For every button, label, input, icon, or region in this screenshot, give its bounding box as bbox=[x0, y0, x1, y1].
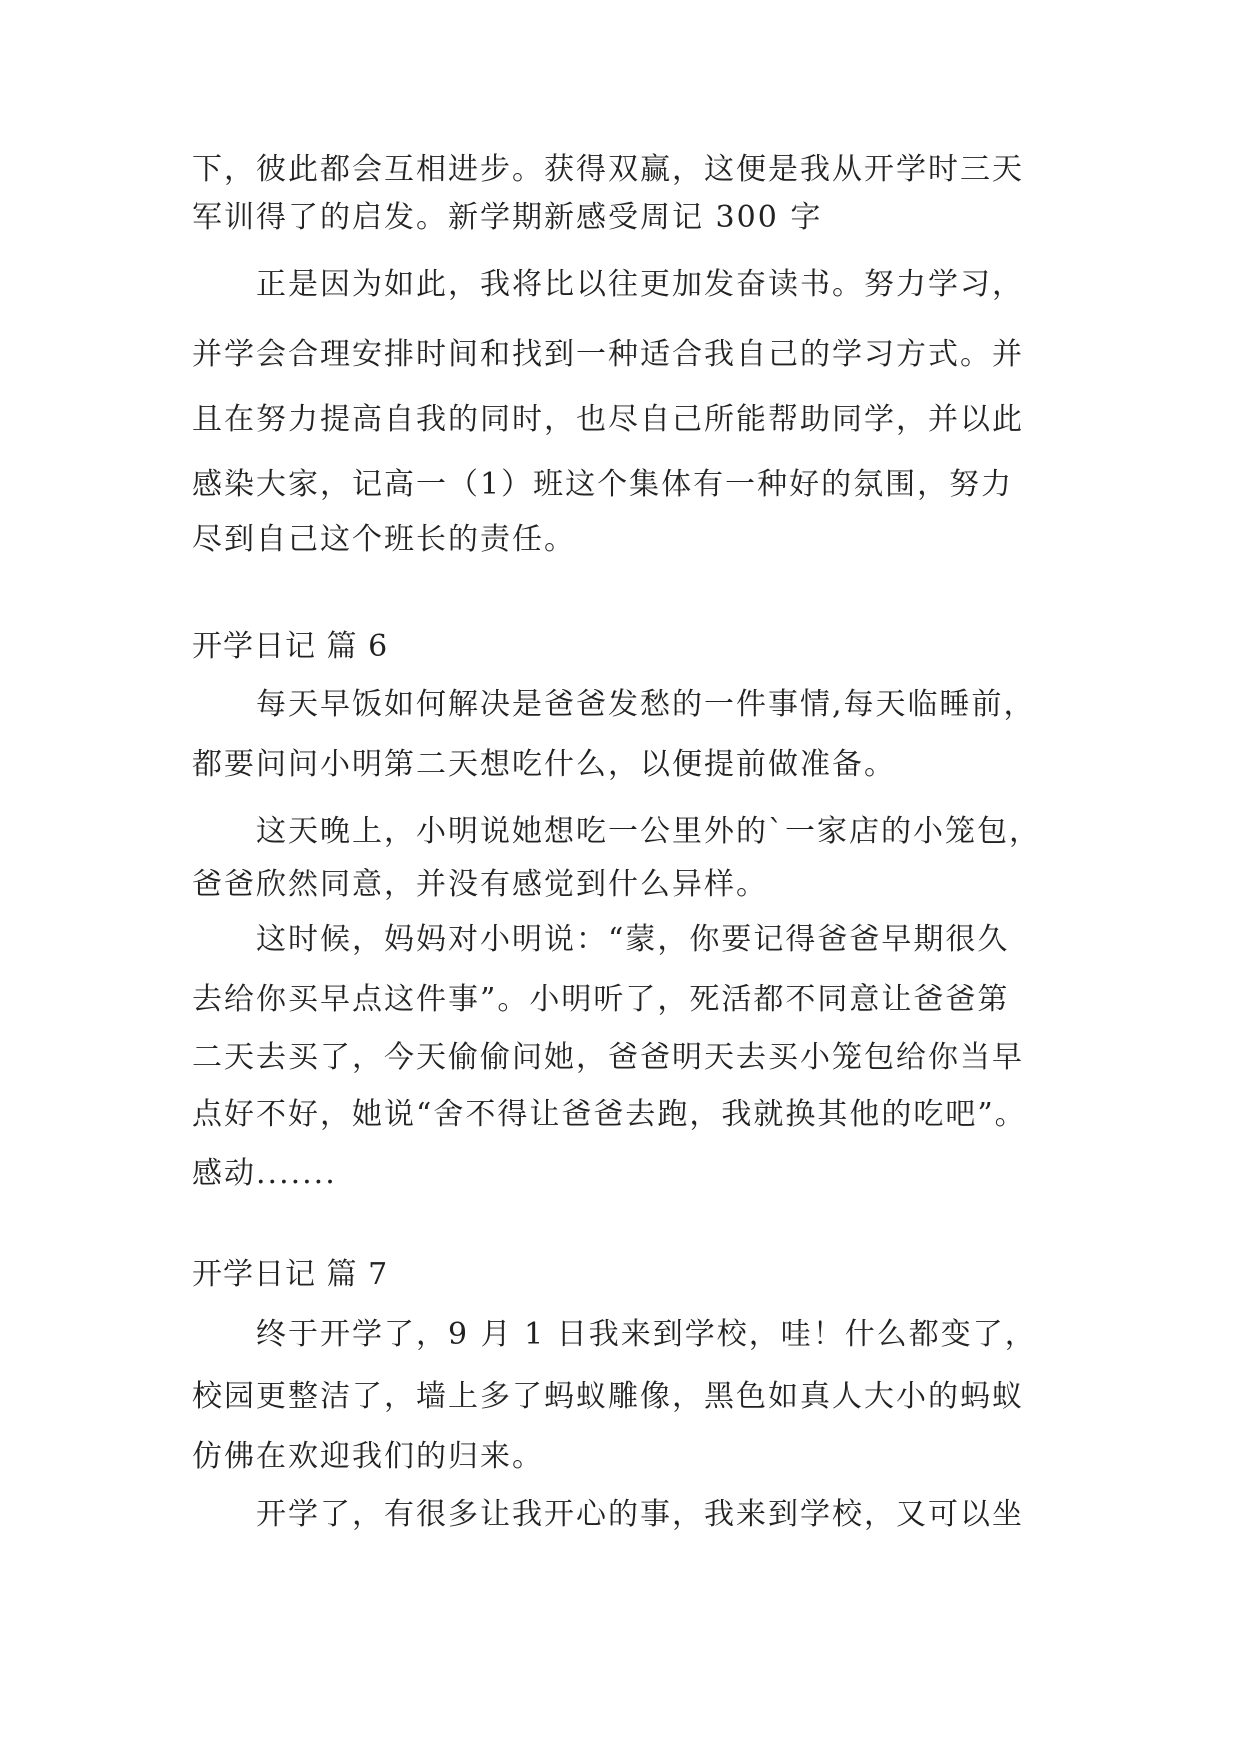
text-line: 感动....... bbox=[192, 1156, 337, 1191]
text-line: 尽到自己这个班长的责任。 bbox=[192, 522, 576, 557]
text-line: 爸爸欣然同意，并没有感觉到什么异样。 bbox=[192, 867, 768, 902]
text-line: 都要问问小明第二天想吃什么，以便提前做准备。 bbox=[192, 747, 896, 782]
text-line: 点好不好，她说“舍不得让爸爸去跑，我就换其他的吃吧”。 bbox=[192, 1097, 1027, 1132]
text-line: 并学会合理安排时间和找到一种适合我自己的学习方式。并 bbox=[192, 337, 1024, 372]
section-heading: 开学日记 篇 6 bbox=[192, 629, 389, 664]
text-line: 去给你买早点这件事”。小明听了，死活都不同意让爸爸第 bbox=[192, 982, 1010, 1017]
text-line: 终于开学了，9 月 1 日我来到学校，哇！什么都变了， bbox=[256, 1317, 1037, 1352]
text-line: 每天早饭如何解决是爸爸发愁的一件事情,每天临睡前， bbox=[256, 687, 1036, 722]
text-line: 校园更整洁了，墙上多了蚂蚁雕像，黑色如真人大小的蚂蚁 bbox=[192, 1379, 1024, 1414]
text-line: 开学了，有很多让我开心的事，我来到学校，又可以坐 bbox=[256, 1497, 1024, 1532]
section-heading: 开学日记 篇 7 bbox=[192, 1257, 389, 1292]
text-line: 二天去买了，今天偷偷问她，爸爸明天去买小笼包给你当早 bbox=[192, 1040, 1024, 1075]
text-line: 这时候，妈妈对小明说：“蒙，你要记得爸爸早期很久 bbox=[256, 922, 1010, 957]
text-line: 正是因为如此，我将比以往更加发奋读书。努力学习， bbox=[256, 267, 1024, 302]
text-line: 下，彼此都会互相进步。获得双赢，这便是我从开学时三天 bbox=[192, 152, 1024, 187]
text-line: 仿佛在欢迎我们的归来。 bbox=[192, 1439, 544, 1474]
text-line: 这天晚上，小明说她想吃一公里外的`一家店的小笼包， bbox=[256, 814, 1041, 849]
text-line: 且在努力提高自我的同时，也尽自己所能帮助同学，并以此 bbox=[192, 402, 1024, 437]
text-line: 军训得了的启发。新学期新感受周记 300 字 bbox=[192, 200, 823, 235]
text-line: 感染大家，记高一（1）班这个集体有一种好的氛围，努力 bbox=[192, 467, 1014, 502]
